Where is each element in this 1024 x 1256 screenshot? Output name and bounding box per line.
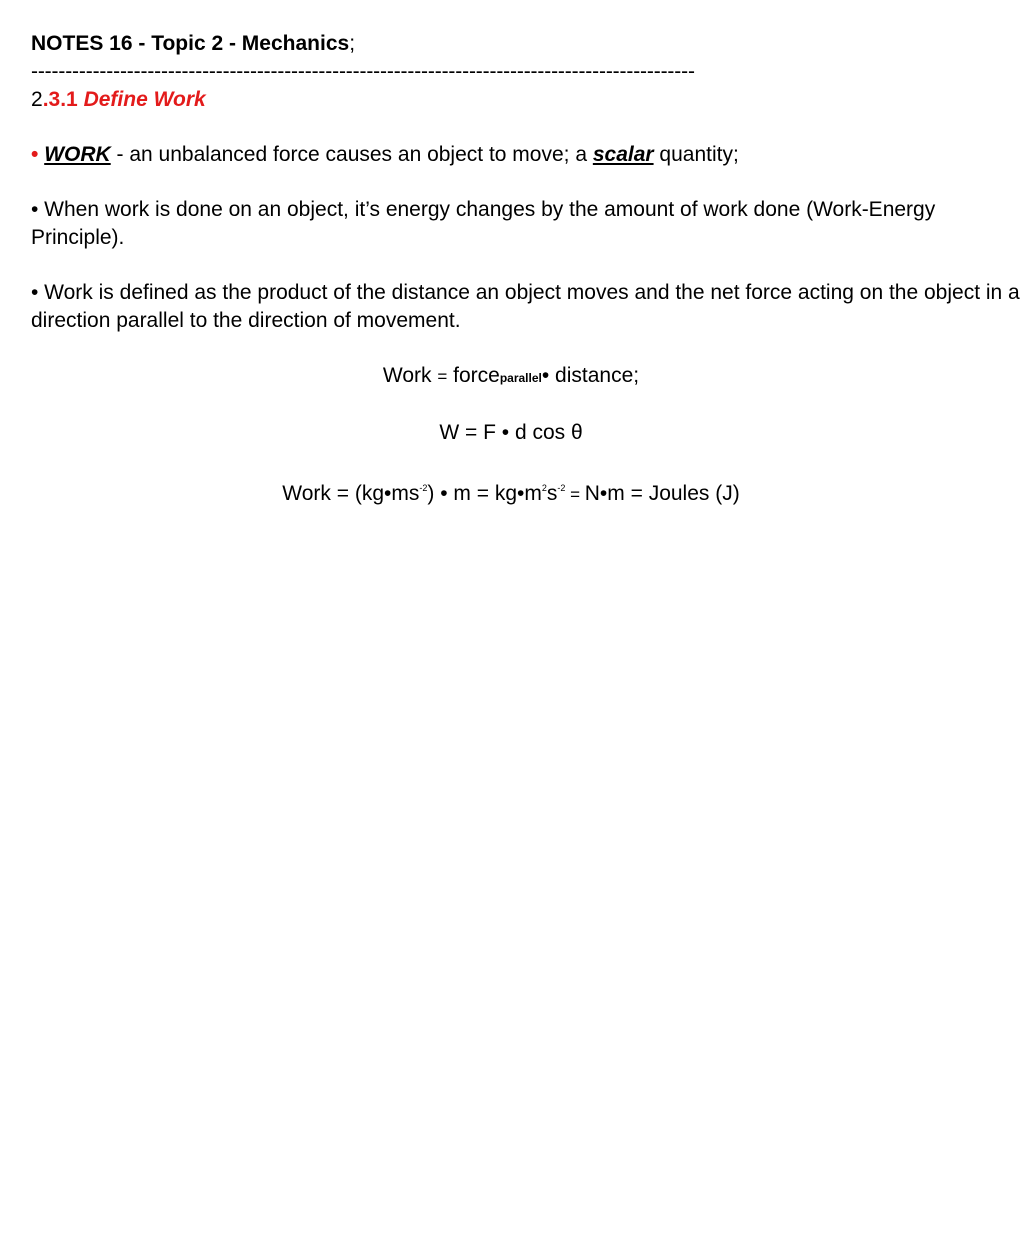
- spacer: [31, 114, 1024, 141]
- eq3-sup3: -2: [557, 483, 566, 493]
- eq3-sup2: 2: [541, 483, 547, 493]
- eq3-part3: s: [546, 482, 558, 505]
- eq1-equals: =: [437, 367, 448, 386]
- work-definition: [31, 141, 1024, 169]
- section-heading: [31, 86, 1024, 114]
- divider-rule: -------------------------------------------------------------------------------------------------: [31, 60, 695, 83]
- work-bullet: •: [31, 143, 39, 166]
- spacer: [31, 169, 1024, 196]
- eq1-force: force: [447, 364, 500, 387]
- work-text-2: quantity;: [653, 143, 739, 166]
- eq1-right: • distance;: [541, 364, 640, 387]
- eq3-part2: ) • m = kg•m: [427, 482, 542, 505]
- work-text-1: - an unbalanced force causes an object to move; a: [110, 143, 593, 166]
- eq1-left: Work: [382, 364, 438, 387]
- section-number: .3.1: [42, 88, 78, 111]
- eq3-sup1: -2: [419, 483, 428, 493]
- page-title-text: NOTES 16 - Topic 2 - Mechanics: [31, 32, 350, 55]
- spacer: [31, 392, 1024, 419]
- work-term: WORK: [44, 143, 111, 166]
- energy-paragraph: • When work is done on an object, it’s energy changes by the amount of work done (Work-Energy Principle).: [31, 198, 936, 249]
- spacer: [31, 252, 1024, 279]
- equation-w-fdcos: W = F • d cos θ: [439, 421, 583, 444]
- equation-work-force-distance: [0, 362, 1022, 392]
- definition-paragraph: • Work is defined as the product of the distance an object moves and the net force acting on the object in a direction parallel to the direction of movement.: [31, 281, 1020, 332]
- notes-page: [31, 30, 1024, 509]
- scalar-term: scalar: [592, 143, 654, 166]
- spacer: [31, 447, 1024, 474]
- eq3-part4: N•m = Joules (J): [584, 482, 740, 505]
- spacer: [31, 335, 1024, 362]
- eq3-equals: =: [565, 485, 585, 504]
- equation-units: [0, 474, 1022, 509]
- page-title: [31, 30, 1024, 58]
- section-prefix: 2: [31, 88, 43, 111]
- section-title: Define Work: [83, 88, 206, 111]
- eq3-part1: Work = (kg•ms: [282, 482, 420, 505]
- page-title-semicolon: ;: [349, 32, 356, 55]
- eq1-subscript: parallel: [499, 371, 542, 385]
